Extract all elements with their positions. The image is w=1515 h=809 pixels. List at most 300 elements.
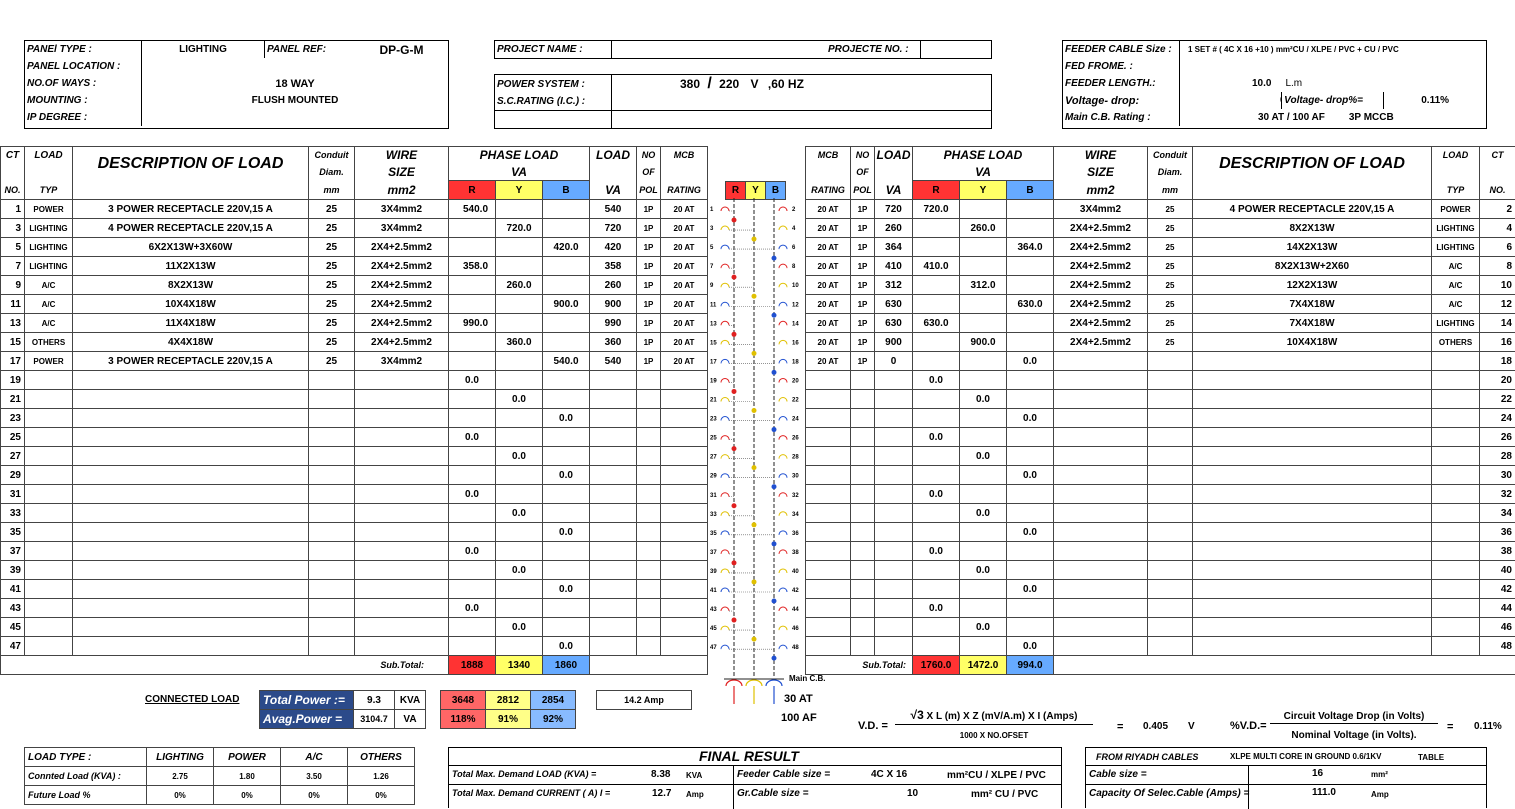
phase-b-load: 540.0 [543, 352, 590, 371]
mcb-rating: 20 AT [806, 333, 851, 352]
breaker-arc-icon [779, 417, 787, 421]
load-type [1432, 637, 1480, 656]
loadtype-h-others: OTHERS [348, 748, 415, 767]
bus-circuit-number: 33 [710, 512, 717, 518]
phase-r-load: 0.0 [913, 428, 960, 447]
conduit-diam [1148, 485, 1193, 504]
left-subtotal-label: Sub.Total: [1, 656, 449, 675]
wire-size: 2X4+2.5mm2 [1054, 333, 1148, 352]
conduit-diam [309, 447, 355, 466]
total-power-label: Total Power := [260, 691, 354, 710]
load-type: LIGHTING [25, 238, 73, 257]
phase-b-load [1007, 390, 1054, 409]
bus-circuit-number: 29 [710, 474, 717, 480]
mcb-rating: 20 AT [661, 257, 708, 276]
total-load-va [590, 447, 637, 466]
mcb-rating: 20 AT [661, 276, 708, 295]
mcb-rating: 20 AT [806, 295, 851, 314]
bus-circuit-number: 24 [792, 417, 799, 423]
circuit-number: 12 [1480, 295, 1515, 314]
main-breaker-arc-icon [746, 680, 762, 686]
phase-y-load [496, 238, 543, 257]
loadtype-r2-others: 0% [348, 786, 415, 805]
conduit-diam [309, 504, 355, 523]
bus-circuit-number: 10 [792, 283, 799, 289]
left-h-pol: POL [637, 181, 661, 200]
total-load-va: 900 [590, 295, 637, 314]
mcb-rating: 20 AT [661, 295, 708, 314]
table-row [1, 485, 708, 504]
breaker-arc-icon [721, 569, 729, 573]
phase-b-load: 900.0 [543, 295, 590, 314]
load-description [73, 447, 309, 466]
load-description [73, 599, 309, 618]
breaker-arc-icon [721, 512, 729, 516]
phase-y-load [496, 314, 543, 333]
poles: 1P [637, 257, 661, 276]
load-description [73, 504, 309, 523]
demand-amp-unit: Amp [686, 790, 704, 799]
conduit-diam: 25 [309, 257, 355, 276]
load-type [1432, 466, 1480, 485]
poles: 1P [637, 333, 661, 352]
breaker-arc-icon [721, 321, 729, 325]
load-type [1432, 447, 1480, 466]
phase-y-load [496, 257, 543, 276]
conduit-diam [1148, 466, 1193, 485]
table-row [1, 618, 708, 637]
load-type [1432, 485, 1480, 504]
table-row [806, 276, 1515, 295]
mcb-rating: 20 AT [806, 257, 851, 276]
phase-y-load [960, 409, 1007, 428]
load-description [73, 428, 309, 447]
circuit-number: 3 [1, 219, 25, 238]
phase-b-load [543, 618, 590, 637]
loadtype-h-power: POWER [214, 748, 281, 767]
poles [637, 447, 661, 466]
bus-circuit-number: 27 [710, 455, 717, 461]
load-description: 8X2X13W [1193, 219, 1432, 238]
loadtype-r2-power: 0% [214, 786, 281, 805]
load-type [25, 618, 73, 637]
wire-size [1054, 371, 1148, 390]
load-description: 4X4X18W [73, 333, 309, 352]
table-row [1, 276, 708, 295]
total-load-va: 990 [590, 314, 637, 333]
total-load-va: 358 [590, 257, 637, 276]
wire-size [1054, 447, 1148, 466]
phase-r-load: 0.0 [449, 599, 496, 618]
breaker-arc-icon [779, 283, 787, 287]
loadtype-r2-lighting: 0% [147, 786, 214, 805]
right-h-va: VA [875, 181, 913, 200]
phase-r-load [449, 352, 496, 371]
conduit-diam [309, 466, 355, 485]
mcb-rating [806, 561, 851, 580]
bus-circuit-number: 45 [710, 626, 717, 632]
bus-circuit-number: 35 [710, 531, 717, 537]
phase-y-load [496, 580, 543, 599]
breaker-arc-icon [779, 436, 787, 440]
load-type [25, 428, 73, 447]
total-load-va [875, 466, 913, 485]
bus-node-icon [772, 370, 777, 375]
phase-r-load: 540.0 [449, 200, 496, 219]
wire-size [355, 485, 449, 504]
wire-size [355, 618, 449, 637]
poles: 1P [851, 295, 875, 314]
vdrop-pct-label: Voltage- drop%= [1282, 92, 1384, 109]
phase-r-load: 0.0 [913, 542, 960, 561]
left-h-phase: PHASE LOAD [449, 147, 590, 164]
total-load-va: 0 [875, 352, 913, 371]
bus-circuit-number: 22 [792, 398, 799, 404]
total-load-va [875, 523, 913, 542]
breaker-arc-icon [721, 378, 729, 382]
main-cb-value: 30 AT / 100 AF [1258, 112, 1325, 123]
bus-circuit-number: 6 [792, 245, 796, 251]
phase-r-load: 990.0 [449, 314, 496, 333]
phase-y-load [960, 371, 1007, 390]
bus-node-icon [732, 446, 737, 451]
table-row [1, 523, 708, 542]
phase-y-load: 0.0 [960, 390, 1007, 409]
phase-b-load [1007, 542, 1054, 561]
main-breaker-arc-icon [726, 680, 742, 686]
vdrop-pct-value: 0.11% [1384, 92, 1486, 109]
avg-power-value: 3104.7 [354, 710, 395, 729]
bus-y-label: Y [745, 181, 766, 200]
wire-size [355, 504, 449, 523]
final-result-title: FINAL RESULT [699, 748, 799, 764]
riyadh-cable-unit: mm² [1371, 770, 1388, 779]
phase-r-load [913, 580, 960, 599]
phase-y-load: 900.0 [960, 333, 1007, 352]
left-h-typ: TYP [25, 181, 73, 200]
load-description: 8X2X13W+2X60 [1193, 257, 1432, 276]
load-description [73, 371, 309, 390]
phase-y-load [960, 257, 1007, 276]
circuit-number: 45 [1, 618, 25, 637]
bus-b-label: B [765, 181, 786, 200]
demand-amp-value: 12.7 [652, 788, 671, 799]
phase-y-load [960, 637, 1007, 656]
total-load-va [590, 618, 637, 637]
bus-node-icon [772, 256, 777, 261]
total-load-va [875, 504, 913, 523]
conduit-diam: 25 [309, 314, 355, 333]
mcb-rating [806, 542, 851, 561]
load-type [1432, 428, 1480, 447]
load-description [73, 523, 309, 542]
phase-b-load [1007, 219, 1054, 238]
load-description: 3 POWER RECEPTACLE 220V,15 A [73, 352, 309, 371]
conduit-diam [1148, 637, 1193, 656]
main-cb-af-unit: AF [802, 712, 817, 724]
wire-size: 2X4+2.5mm2 [1054, 276, 1148, 295]
voltage-unit: V [751, 77, 759, 91]
table-row [1, 428, 708, 447]
load-type [25, 485, 73, 504]
wire-size: 2X4+2.5mm2 [1054, 238, 1148, 257]
mcb-rating [806, 618, 851, 637]
circuit-number: 41 [1, 580, 25, 599]
bus-circuit-number: 39 [710, 569, 717, 575]
mcb-rating [661, 580, 708, 599]
phase-b-load [543, 485, 590, 504]
connected-load-table [259, 690, 692, 729]
total-load-va [875, 618, 913, 637]
main-cb-af: 100 [781, 712, 799, 724]
breaker-arc-icon [721, 626, 729, 630]
bus-circuit-number: 1 [710, 207, 714, 213]
poles: 1P [851, 238, 875, 257]
poles [637, 371, 661, 390]
phase-r-load [449, 295, 496, 314]
circuit-number: 43 [1, 599, 25, 618]
phase-r-load [449, 219, 496, 238]
riyadh-title: FROM RIYADH CABLES [1096, 752, 1198, 762]
wire-size [355, 580, 449, 599]
phase-r-load: 0.0 [449, 428, 496, 447]
phase-y-load [960, 523, 1007, 542]
breaker-arc-icon [779, 245, 787, 249]
phase-r-load: 0.0 [913, 371, 960, 390]
mcb-rating [661, 447, 708, 466]
phase-r-load [449, 333, 496, 352]
mcb-rating [661, 599, 708, 618]
power-system-box [494, 74, 992, 129]
poles [637, 428, 661, 447]
vd-eq: = [1117, 721, 1123, 733]
phase-pct-r: 118% [441, 710, 486, 729]
mcb-rating [661, 561, 708, 580]
table-row [1, 466, 708, 485]
mcb-rating: 20 AT [661, 333, 708, 352]
mcb-rating [661, 542, 708, 561]
load-type: POWER [25, 352, 73, 371]
bus-circuit-number: 16 [792, 340, 799, 346]
wire-size [355, 523, 449, 542]
total-load-va: 900 [875, 333, 913, 352]
breaker-arc-icon [721, 264, 729, 268]
conduit-diam [1148, 428, 1193, 447]
table-row [806, 390, 1515, 409]
poles [637, 580, 661, 599]
load-description [1193, 447, 1432, 466]
circuit-number: 11 [1, 295, 25, 314]
mcb-rating [661, 428, 708, 447]
table-row [1, 504, 708, 523]
mcb-rating: 20 AT [661, 219, 708, 238]
poles [637, 504, 661, 523]
conduit-diam: 25 [1148, 200, 1193, 219]
load-type: OTHERS [1432, 333, 1480, 352]
table-row [806, 637, 1515, 656]
panel-type-value: LIGHTING [142, 41, 265, 58]
phase-y-load: 260.0 [960, 219, 1007, 238]
poles: 1P [637, 200, 661, 219]
poles [851, 618, 875, 637]
phase-y-load: 0.0 [496, 390, 543, 409]
wire-size: 2X4+2.5mm2 [355, 238, 449, 257]
bus-circuit-number: 28 [792, 455, 799, 461]
total-load-va: 364 [875, 238, 913, 257]
total-load-va: 720 [875, 200, 913, 219]
bus-node-icon [732, 332, 737, 337]
demand-amp-label: Total Max. Demand CURRENT ( A) I = [452, 788, 610, 798]
panel-ref-label: PANEL REF: [265, 41, 356, 58]
conduit-diam: 25 [309, 238, 355, 257]
phase-total-r: 3648 [441, 691, 486, 710]
feeder-size-unit: mm²CU / XLPE / PVC [947, 770, 1046, 781]
bus-circuit-number: 43 [710, 607, 717, 613]
circuit-number: 47 [1, 637, 25, 656]
right-circuit-table [805, 146, 1515, 675]
load-type [1432, 580, 1480, 599]
mcb-rating [661, 523, 708, 542]
phase-r-load [913, 409, 960, 428]
conduit-diam [1148, 504, 1193, 523]
wire-size [1054, 409, 1148, 428]
wire-size [1054, 466, 1148, 485]
table-row [1, 447, 708, 466]
riyadh-table: TABLE [1418, 753, 1444, 762]
right-h-load2: LOAD [1432, 147, 1480, 164]
wire-size: 3X4mm2 [355, 200, 449, 219]
load-type: A/C [1432, 276, 1480, 295]
bus-node-icon [752, 637, 757, 642]
mcb-rating [806, 504, 851, 523]
wire-size: 3X4mm2 [355, 219, 449, 238]
gr-cable-unit: mm² CU / PVC [971, 789, 1038, 800]
bus-circuit-number: 3 [710, 226, 714, 232]
total-load-va: 630 [875, 295, 913, 314]
bus-circuit-number: 46 [792, 626, 799, 632]
conduit-diam [1148, 390, 1193, 409]
table-row [806, 466, 1515, 485]
breaker-arc-icon [779, 607, 787, 611]
mcb-rating [806, 523, 851, 542]
poles [851, 428, 875, 447]
right-h-va2: VA [913, 163, 1054, 181]
conduit-diam [309, 485, 355, 504]
total-load-va: 540 [590, 200, 637, 219]
circuit-number: 24 [1480, 409, 1515, 428]
ip-degree-label: IP DEGREE : [25, 109, 142, 126]
phase-b-load [1007, 485, 1054, 504]
loadtype-r1-power: 1.80 [214, 767, 281, 786]
left-subtotal-blank [590, 656, 708, 675]
table-row [806, 542, 1515, 561]
total-load-va [875, 409, 913, 428]
poles [851, 599, 875, 618]
circuit-number: 39 [1, 561, 25, 580]
phase-r-load: 0.0 [449, 371, 496, 390]
left-h-mcb: MCB [661, 147, 708, 164]
phase-r-load [913, 219, 960, 238]
wire-size [1054, 561, 1148, 580]
riyadh-cable-value: 16 [1312, 768, 1323, 779]
bus-circuit-number: 42 [792, 588, 799, 594]
bus-circuit-number: 36 [792, 531, 799, 537]
conduit-diam: 25 [1148, 314, 1193, 333]
total-load-va: 630 [875, 314, 913, 333]
load-description [1193, 485, 1432, 504]
poles [851, 580, 875, 599]
left-h-mm: mm [309, 181, 355, 200]
conduit-diam: 25 [1148, 219, 1193, 238]
left-circuit-table [0, 146, 708, 675]
total-load-va [875, 580, 913, 599]
wire-size [355, 409, 449, 428]
load-type: A/C [1432, 257, 1480, 276]
mcb-rating [806, 466, 851, 485]
phase-b-load [543, 599, 590, 618]
load-description [1193, 542, 1432, 561]
phase-b-load [1007, 333, 1054, 352]
fed-from-value [1180, 58, 1487, 75]
poles [637, 618, 661, 637]
phase-b-load [543, 219, 590, 238]
table-row [806, 523, 1515, 542]
phase-b-load [1007, 257, 1054, 276]
feeder-cable-label: FEEDER CABLE Size : [1063, 41, 1180, 58]
conduit-diam [309, 618, 355, 637]
phase-y-load: 312.0 [960, 276, 1007, 295]
bus-circuit-number: 37 [710, 550, 717, 556]
left-h-load: LOAD [25, 147, 73, 164]
poles [637, 485, 661, 504]
phase-r-load: 0.0 [449, 542, 496, 561]
wire-size: 3X4mm2 [355, 352, 449, 371]
mcb-rating: 20 AT [806, 314, 851, 333]
poles: 1P [851, 333, 875, 352]
bus-circuit-number: 18 [792, 359, 799, 365]
bus-node-icon [732, 389, 737, 394]
circuit-number: 32 [1480, 485, 1515, 504]
load-description: 7X4X18W [1193, 295, 1432, 314]
wire-size [1054, 504, 1148, 523]
phase-r-load [449, 523, 496, 542]
phase-y-load [496, 542, 543, 561]
panel-location-value [142, 58, 449, 75]
breaker-arc-icon [779, 321, 787, 325]
phase-r-load: 410.0 [913, 257, 960, 276]
mcb-rating: 20 AT [661, 352, 708, 371]
wire-size: 2X4+2.5mm2 [355, 276, 449, 295]
poles: 1P [851, 257, 875, 276]
phase-b-load: 0.0 [1007, 352, 1054, 371]
right-h-wire: WIRE [1054, 147, 1148, 164]
phase-y-load: 0.0 [960, 504, 1007, 523]
load-description: 6X2X13W+3X60W [73, 238, 309, 257]
right-h-phase: PHASE LOAD [913, 147, 1054, 164]
total-load-va [875, 390, 913, 409]
phase-b-load: 0.0 [543, 580, 590, 599]
breaker-arc-icon [779, 398, 787, 402]
vdrop-label: Voltage- drop: [1063, 92, 1180, 109]
circuit-number: 37 [1, 542, 25, 561]
wire-size: 2X4+2.5mm2 [355, 333, 449, 352]
phase-r-load [449, 466, 496, 485]
left-h-ct: CT [1, 147, 25, 164]
feeder-size-label: Feeder Cable size = [737, 769, 830, 780]
breaker-arc-icon [779, 645, 787, 649]
circuit-number: 16 [1480, 333, 1515, 352]
left-subtotal-b: 1860 [543, 656, 590, 675]
